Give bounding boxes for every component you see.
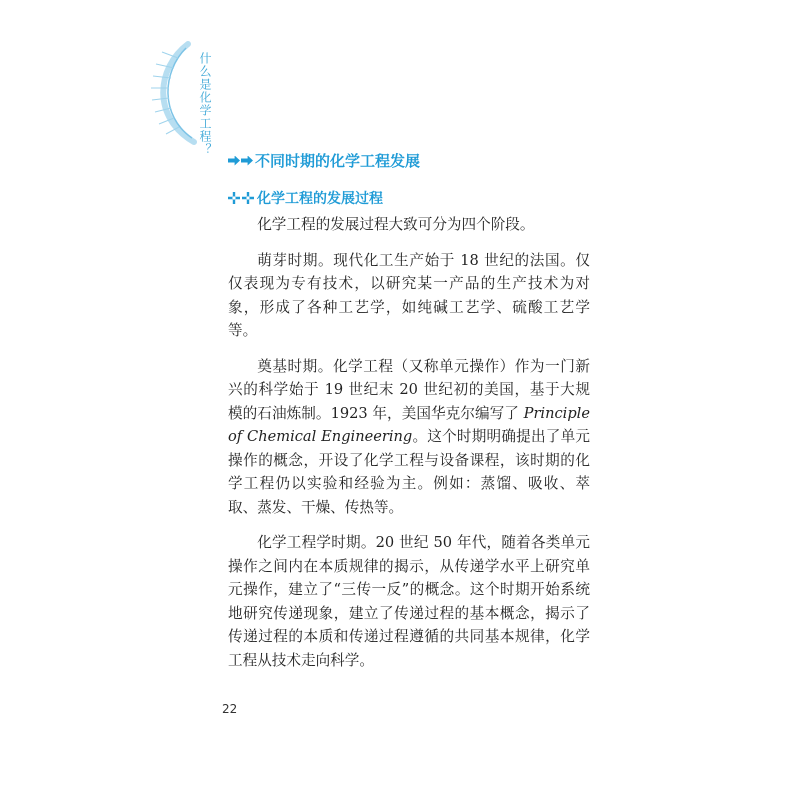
section-heading: [228, 150, 420, 171]
body-text: [228, 213, 590, 684]
paragraph-foundation-text-after: 。这个时期明确提出了单元操作的概念，开设了化学工程与设备课程，该时期的化学工程仍以实验和经验为主。例如：蒸馏、吸收、萃取、蒸发、干燥、传热等。: [228, 428, 590, 516]
paragraph-intro: 化学工程的发展过程大致可分为四个阶段。: [257, 216, 535, 233]
paragraph-foundation-period: [228, 355, 590, 520]
paragraph-chemical-engineering-period: 化学工程学时期。20 世纪 50 年代，随着各类单元操作之间内在本质规律的揭示，从传递学水平上研究单元操作，建立了“三传一反”的概念。这个时期开始系统地研究传递现象，建立了传递过程的基本概念，揭示了传递过程的本质和传递过程遵循的共同基本规律，化学工程从技术走向科学。: [228, 534, 590, 669]
subsection-heading: [228, 188, 383, 208]
paragraph-germination-period: 萌芽时期。现代化工生产始于 18 世纪的法国。仅仅表现为专有技术，以研究某一产品的生产技术为对象，形成了各种工艺学，如纯碱工艺学、硫酸工艺学等。: [228, 251, 590, 339]
chapter-side-title: 什么是化学工程？: [198, 52, 212, 156]
double-arrow-icon: [228, 156, 253, 166]
book-title: Principle of Chemical Engineering: [228, 404, 590, 445]
double-cross-icon: [228, 192, 254, 204]
paragraph-foundation-text-before: 奠基时期。化学工程（又称单元操作）作为一门新兴的科学始于 19 世纪末 20 世纪初的美国，基于大规模的石油炼制。1923 年，美国华克尔编写了: [228, 357, 590, 422]
page-number: 22: [222, 702, 238, 716]
subsection-heading-text: 化学工程的发展过程: [257, 191, 383, 207]
section-heading-text: 不同时期的化学工程发展: [255, 152, 421, 170]
